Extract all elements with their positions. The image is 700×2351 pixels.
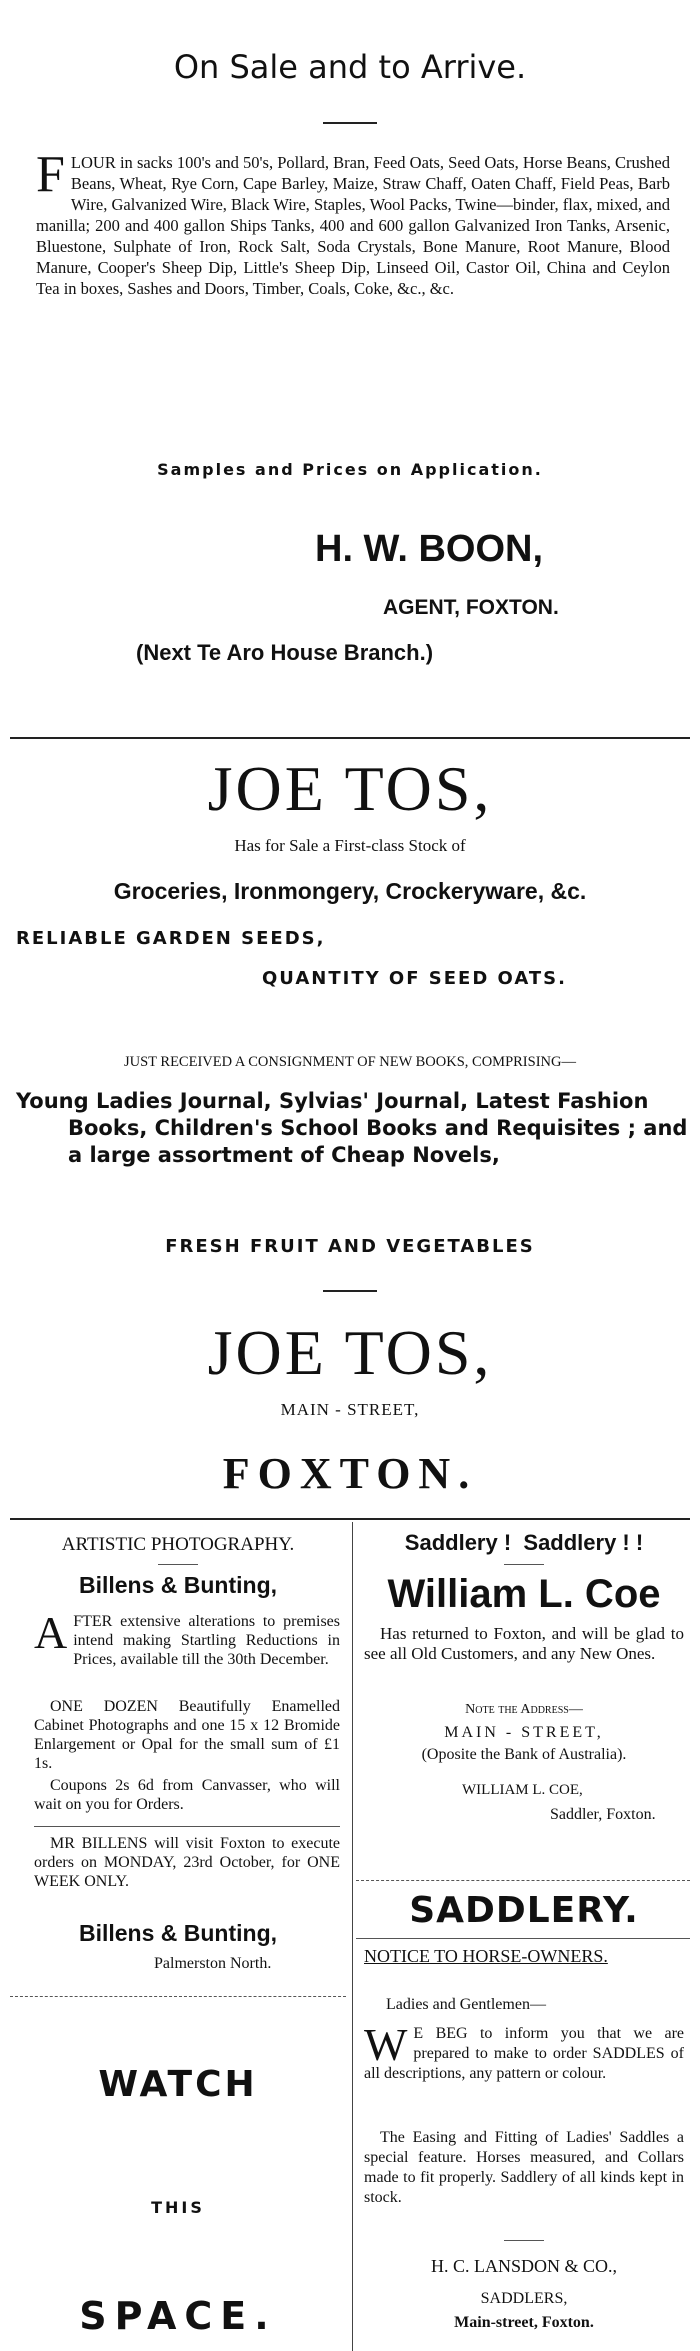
ad6-salutation: Ladies and Gentlemen— bbox=[386, 1996, 546, 2013]
thin-rule bbox=[356, 1938, 690, 1939]
ad5-para: Has returned to Foxton, and will be glad to see all Old Customers, and any New Ones. bbox=[364, 1624, 684, 1663]
thin-rule bbox=[10, 1996, 346, 1998]
ad5-sig: WILLIAM L. COE, bbox=[462, 1782, 583, 1798]
section-divider bbox=[10, 737, 690, 739]
ad2-street: MAIN - STREET, bbox=[280, 1400, 420, 1419]
ad1-samples: Samples and Prices on Application. bbox=[157, 460, 543, 479]
ad6-heading: SADDLERY. bbox=[409, 1890, 639, 1931]
ad6-address: Main-street, Foxton. bbox=[454, 2314, 594, 2331]
thin-rule bbox=[356, 1880, 690, 1882]
ad6-firm: H. C. LANSDON & CO., bbox=[430, 2256, 617, 2276]
short-rule bbox=[504, 2240, 544, 2241]
ad2-groceries: Groceries, Ironmongery, Crockeryware, &c. bbox=[113, 878, 587, 904]
ad2-oats: QUANTITY OF SEED OATS. bbox=[262, 968, 567, 989]
ad3-para1-text: FTER extensive alterations to premises intend making Startling Reductions in Prices, available till the 30th December. bbox=[73, 1613, 340, 1668]
short-rule bbox=[504, 1564, 544, 1565]
ad5-sig2: Saddler, Foxton. bbox=[550, 1806, 656, 1823]
ad2-has-for-sale: Has for Sale a First-class Stock of bbox=[234, 836, 466, 855]
ad1-body-text: LOUR in sacks 100's and 50's, Pollard, Bran, Feed Oats, Seed Oats, Horse Beans, Crushed Beans, Wheat, Rye Corn, Cape Barley, Maize, Straw Chaff, Oaten Chaff, Field Peas, Barb Wire, Galvanized Wire, Black Wire, Staples, Wool Packs, Twine—binder, flax, mixed, and manilla; 200 and 400 gallon Ships Tanks, 400 and 600 gallon Galvanized Iron Tanks, Arsenic, Bluestone, Sulphate of Iron, Rock Salt, Soda Crystals, Bone Manure, Root Manure, Blood Manure, Cooper's Sheep Dip, Little's Sheep Dip, Linseed Oil, Castor Oil, China and Ceylon Tea in boxes, Sashes and Doors, Timber, Coals, Coke, &c., &c. bbox=[36, 153, 670, 298]
ad4-this: THIS bbox=[151, 2198, 205, 2217]
ad5-note: Note the Address— bbox=[465, 1702, 583, 1717]
ad3-para2: ONE DOZEN Beautifully Enamelled Cabinet Photographs and one 15 x 12 Bromide Enlargement or Opal for the small sum of £1 1s. bbox=[34, 1698, 340, 1772]
ad2-town: FOXTON. bbox=[222, 1449, 478, 1498]
ad6-para1 bbox=[364, 2019, 684, 2084]
short-rule bbox=[323, 122, 377, 124]
ad6-para2: The Easing and Fitting of Ladies' Saddles a special feature. Horses measured, and Collars made to fit properly. Saddlery of all kinds kept in stock. bbox=[364, 2129, 684, 2206]
thin-rule bbox=[34, 1826, 340, 1827]
column-divider bbox=[352, 1522, 353, 2351]
ad3-para1 bbox=[34, 1607, 340, 1669]
ad3-para3: Coupons 2s 6d from Canvasser, who will wait on you for Orders. bbox=[34, 1777, 340, 1813]
ad6-trade: SADDLERS, bbox=[480, 2290, 568, 2307]
ad1-body bbox=[36, 146, 670, 299]
short-rule bbox=[323, 1290, 377, 1292]
ad4-space: SPACE. bbox=[79, 2294, 277, 2338]
ad2-name: JOE TOS, bbox=[207, 753, 493, 824]
ad3-firm2: Billens & Bunting, bbox=[78, 1920, 278, 1946]
ad2-fruit: FRESH FRUIT AND VEGETABLES bbox=[165, 1236, 535, 1257]
ad3-heading: ARTISTIC PHOTOGRAPHY. bbox=[61, 1534, 295, 1555]
ad2-books-list: Young Ladies Journal, Sylvias' Journal, Latest Fashion Books, Children's School Books and Requisites ; and a large assortment of Cheap Novels, bbox=[16, 1089, 688, 1167]
dropcap: F bbox=[36, 146, 65, 203]
ad3-town: Palmerston North. bbox=[154, 1955, 272, 1972]
ad1-branch: (Next Te Aro House Branch.) bbox=[136, 640, 434, 665]
ad1-name: H. W. BOON, bbox=[315, 528, 543, 570]
section-divider bbox=[10, 1518, 690, 1520]
ad4-watch: WATCH bbox=[98, 2064, 258, 2105]
ad5-opposite: (Oposite the Bank of Australia). bbox=[421, 1746, 627, 1763]
ad5-heading: Saddlery ! Saddlery ! ! bbox=[404, 1530, 644, 1555]
ad2-name2: JOE TOS, bbox=[207, 1317, 493, 1388]
dropcap: A bbox=[34, 1607, 68, 1658]
ad2-seeds: RELIABLE GARDEN SEEDS, bbox=[16, 928, 326, 949]
ad3-para4: MR BILLENS will visit Foxton to execute orders on MONDAY, 23rd October, for ONE WEEK ONLY. bbox=[34, 1835, 340, 1890]
ad5-name: William L. Coe bbox=[387, 1572, 661, 1616]
ad1-agent: AGENT, FOXTON. bbox=[383, 596, 559, 619]
ad2-books-intro: JUST RECEIVED A CONSIGNMENT OF NEW BOOKS, COMPRISING— bbox=[124, 1054, 576, 1070]
ad3-firm: Billens & Bunting, bbox=[78, 1572, 278, 1598]
ad5-street: MAIN - STREET, bbox=[444, 1724, 604, 1741]
ad1-heading: On Sale and to Arrive. bbox=[173, 48, 527, 86]
ad6-notice: NOTICE TO HORSE-OWNERS. bbox=[364, 1946, 608, 1966]
dropcap: W bbox=[364, 2019, 408, 2070]
short-rule bbox=[158, 1564, 198, 1565]
ad6-para1-text: E BEG to inform you that we are prepared to make to order SADDLES of all descriptions, any pattern or colour. bbox=[364, 2025, 684, 2082]
